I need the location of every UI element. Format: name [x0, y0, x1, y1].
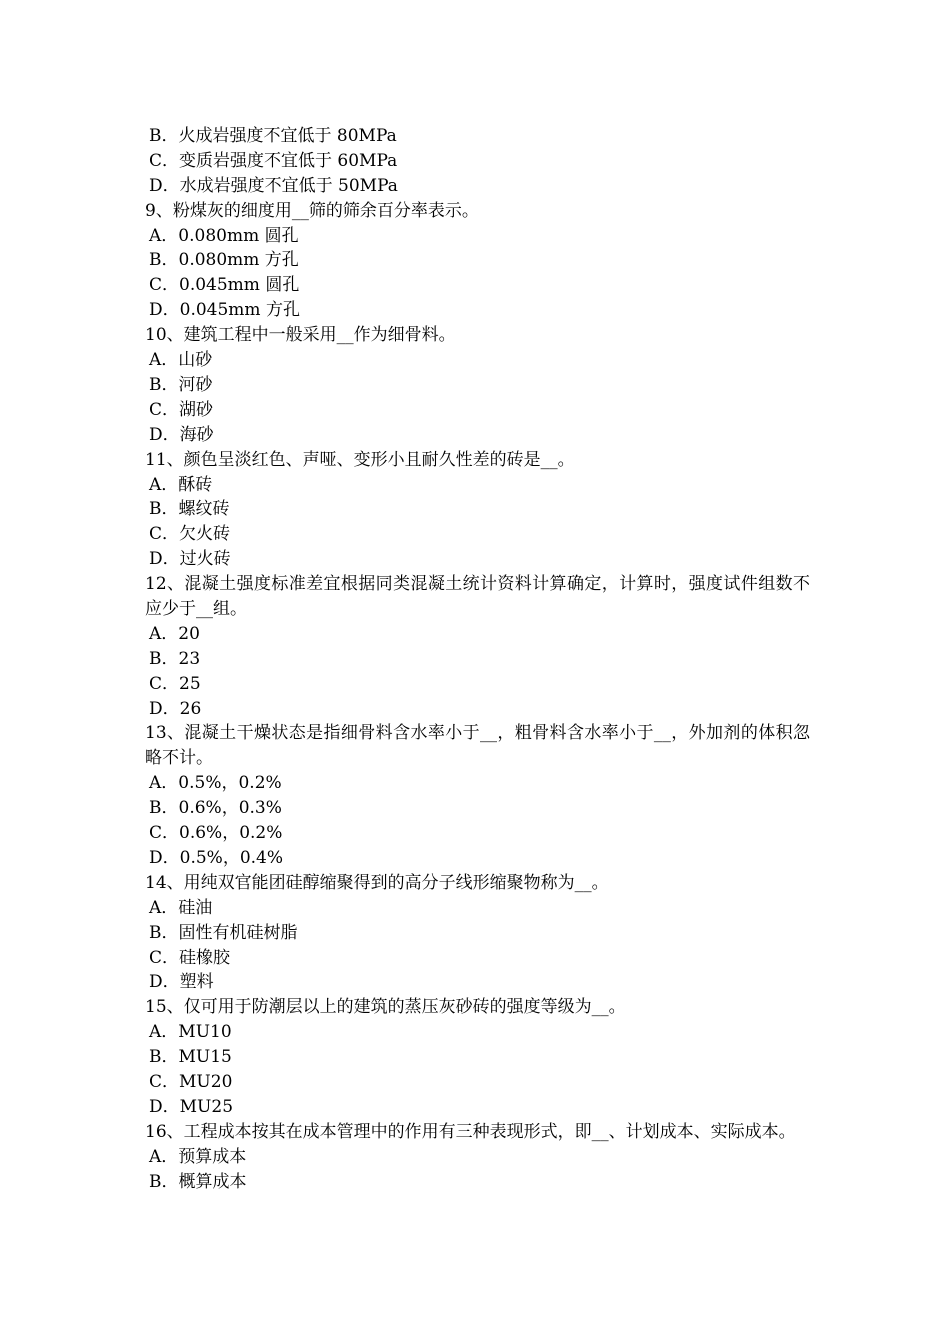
option-text: 过火砖	[179, 549, 231, 570]
answer-option	[145, 970, 810, 995]
answer-option	[145, 149, 810, 174]
option-text: 火成岩强度不宜低于 80MPa	[178, 126, 397, 146]
answer-option	[145, 547, 810, 572]
option-letter: D．	[149, 175, 180, 196]
answer-option	[145, 497, 810, 522]
answer-option	[145, 398, 810, 423]
answer-option	[145, 298, 810, 323]
option-text: 0.5%，0.2%	[178, 773, 282, 794]
document-page	[145, 124, 810, 1194]
option-letter: C．	[149, 150, 180, 171]
answer-option	[145, 174, 810, 199]
option-text: 预算成本	[178, 1146, 247, 1167]
option-text: 欠火砖	[179, 524, 231, 545]
option-text: 硅油	[178, 897, 213, 918]
answer-option	[145, 373, 810, 398]
answer-option	[145, 821, 810, 846]
option-text: MU15	[178, 1047, 232, 1068]
option-letter: B．	[149, 499, 179, 520]
option-text: MU10	[178, 1022, 232, 1043]
option-letter: A．	[149, 225, 179, 246]
answer-option	[145, 771, 810, 796]
option-letter: C．	[149, 673, 180, 694]
option-letter: C．	[149, 399, 180, 420]
option-text: 0.5%，0.4%	[179, 847, 284, 868]
option-text: 20	[178, 623, 200, 644]
question-text: 9、粉煤灰的细度用__筛的筛余百分率表示。	[145, 200, 479, 221]
answer-option	[145, 124, 810, 149]
option-text: 0.045mm 圆孔	[179, 275, 300, 296]
answer-option	[145, 522, 810, 547]
option-letter: D．	[149, 972, 180, 993]
option-text: 河砂	[178, 374, 213, 395]
option-letter: B．	[149, 250, 179, 271]
option-letter: D．	[149, 698, 180, 719]
question-text: 11、颜色呈淡红色、声哑、变形小且耐久性差的砖是__。	[145, 449, 575, 470]
option-text: 概算成本	[178, 1171, 247, 1192]
option-text: MU25	[179, 1096, 234, 1117]
answer-option	[145, 622, 810, 647]
answer-option	[145, 946, 810, 971]
option-text: 0.045mm 方孔	[179, 300, 300, 321]
option-text: 26	[179, 698, 202, 719]
option-text: 25	[179, 673, 201, 694]
answer-option	[145, 1020, 810, 1045]
question-text: 13、混凝土干燥状态是指细骨料含水率小于__，粗骨料含水率小于__，外加剂的体积忽略不计。	[145, 723, 810, 769]
answer-option	[145, 273, 810, 298]
option-text: 水成岩强度不宜低于 50MPa	[179, 175, 398, 196]
answer-option	[145, 1145, 810, 1170]
option-letter: B．	[149, 1047, 179, 1068]
option-text: 湖砂	[179, 399, 214, 420]
option-letter: C．	[149, 275, 180, 296]
answer-option	[145, 1070, 810, 1095]
option-letter: A．	[149, 350, 179, 371]
option-text: MU20	[179, 1071, 233, 1092]
option-text: 硅橡胶	[179, 947, 231, 968]
option-letter: B．	[149, 126, 179, 146]
question-text: 16、工程成本按其在成本管理中的作用有三种表现形式，即__、计划成本、实际成本。	[145, 1121, 796, 1142]
answer-option	[145, 921, 810, 946]
option-text: 螺纹砖	[178, 499, 230, 520]
option-letter: D．	[149, 549, 180, 570]
option-letter: B．	[149, 1171, 179, 1192]
option-letter: A．	[149, 897, 179, 918]
option-letter: D．	[149, 847, 180, 868]
option-letter: C．	[149, 823, 180, 844]
option-letter: B．	[149, 798, 179, 819]
option-letter: C．	[149, 947, 180, 968]
answer-option	[145, 1170, 810, 1195]
option-text: 23	[178, 648, 201, 669]
option-text: 0.080mm 圆孔	[178, 225, 299, 246]
question-text: 15、仅可用于防潮层以上的建筑的蒸压灰砂砖的强度等级为__。	[145, 997, 626, 1018]
option-text: 0.6%，0.2%	[179, 823, 283, 844]
question-text: 14、用纯双官能团硅醇缩聚得到的高分子线形缩聚物称为__。	[145, 872, 609, 893]
option-text: 海砂	[179, 424, 214, 445]
answer-option	[145, 796, 810, 821]
option-letter: A．	[149, 773, 179, 794]
option-letter: D．	[149, 1096, 180, 1117]
option-text: 固性有机硅树脂	[178, 922, 298, 943]
option-letter: C．	[149, 1071, 180, 1092]
answer-option	[145, 647, 810, 672]
answer-option	[145, 473, 810, 498]
option-letter: B．	[149, 922, 179, 943]
option-letter: B．	[149, 374, 179, 395]
question-text: 12、混凝土强度标准差宜根据同类混凝土统计资料计算确定，计算时，强度试件组数不应少于__组。	[145, 574, 810, 619]
answer-option	[145, 672, 810, 697]
option-letter: D．	[149, 424, 180, 445]
option-text: 塑料	[179, 972, 214, 993]
option-letter: A．	[149, 474, 179, 495]
answer-option	[145, 846, 810, 871]
answer-option	[145, 697, 810, 722]
option-text: 0.080mm 方孔	[178, 250, 299, 271]
option-letter: B．	[149, 648, 179, 669]
option-letter: A．	[149, 623, 179, 644]
answer-option	[145, 1095, 810, 1120]
answer-option	[145, 423, 810, 448]
answer-option	[145, 248, 810, 273]
option-letter: C．	[149, 524, 180, 545]
option-text: 山砂	[178, 350, 213, 371]
answer-option	[145, 896, 810, 921]
option-text: 酥砖	[178, 474, 213, 495]
option-letter: A．	[149, 1146, 179, 1167]
option-text: 0.6%，0.3%	[178, 798, 282, 819]
answer-option	[145, 224, 810, 249]
answer-option	[145, 1045, 810, 1070]
option-letter: D．	[149, 300, 180, 321]
question-text: 10、建筑工程中一般采用__作为细骨料。	[145, 325, 456, 346]
option-letter: A．	[149, 1022, 179, 1043]
answer-option	[145, 348, 810, 373]
option-text: 变质岩强度不宜低于 60MPa	[179, 150, 398, 171]
